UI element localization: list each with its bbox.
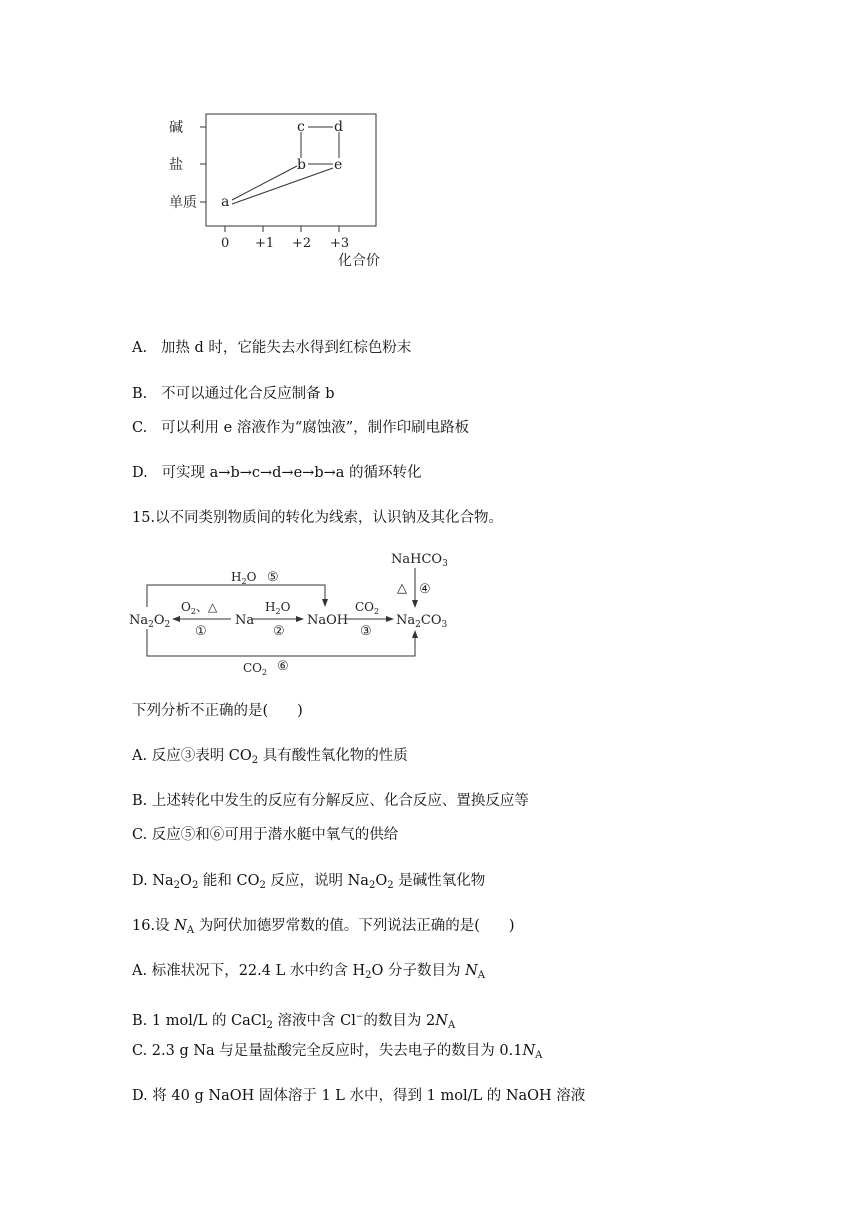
diagram-frame [206, 114, 376, 226]
arrow3-number: ③ [360, 624, 372, 639]
node-a: a [221, 194, 230, 210]
species-na2o2: $Na_2O_2$ [129, 613, 171, 630]
x-tick-2: +2 [292, 236, 312, 251]
arrow1-condition: $O_2$、△ [181, 600, 218, 616]
node-e: e [334, 157, 343, 173]
node-c: c [297, 119, 305, 135]
node-d: d [334, 119, 343, 135]
arrow1-number: ① [195, 624, 207, 639]
arrow6-condition: $CO_2$ [243, 661, 268, 677]
arrow5-number: ⑤ [267, 570, 279, 585]
q15-option-a: A. 反应③表明 $CO_2$ 具有酸性氧化物的性质 [132, 748, 408, 766]
q15-option-c: C. 反应⑤和⑥可用于潜水艇中氧气的供给 [132, 827, 399, 843]
arrow2-condition: $H_2O$ [265, 600, 291, 616]
arrow5-condition: $H_2O$ [231, 570, 257, 586]
q16-option-b: B. 1 mol/L 的 CaCl$_2$ 溶液中含 Cl−的数目为 $2N_A$ [132, 1012, 456, 1031]
x-tick-3: +3 [330, 236, 350, 251]
species-nahco3: NaHCO$_3$ [391, 552, 448, 569]
q16-option-d: D. 将 40 g NaOH 固体溶于 1 L 水中，得到 1 mol/L 的 NaOH 溶液 [132, 1088, 586, 1104]
y-label-element: 单质 [169, 195, 197, 211]
x-tick-0: 0 [221, 236, 230, 251]
species-na2co3: $Na_2CO_3$ [396, 613, 448, 630]
species-na: Na [235, 613, 255, 628]
arrow4-condition: △ [397, 581, 407, 596]
q15-prompt: 下列分析不正确的是( ) [132, 703, 303, 719]
q14-option-c: C. 可以利用 e 溶液作为“腐蚀液”，制作印刷电路板 [132, 420, 470, 436]
q15-stem: 15.以不同类别物质间的转化为线索，认识钠及其化合物。 [132, 510, 504, 526]
y-label-salt: 盐 [169, 157, 183, 173]
valence-class-diagram [160, 100, 400, 275]
q16-option-c: C. 2.3 g Na 与足量盐酸完全反应时，失去电子的数目为 $0.1N_A$ [132, 1043, 543, 1061]
arrow4-number: ④ [419, 582, 431, 597]
node-b: b [297, 157, 306, 173]
x-tick-1: +1 [255, 236, 275, 251]
arrow6-number: ⑥ [277, 659, 289, 674]
q15-option-d: D. $Na_2O_2$ 能和 $CO_2$ 反应，说明 $Na_2O_2$ 是碱性氧化物 [132, 873, 486, 891]
arrow2-number: ② [273, 624, 285, 639]
sodium-transform-diagram [125, 545, 455, 680]
q14-option-b: B. 不可以通过化合反应制备 b [132, 386, 335, 402]
y-label-base: 碱 [169, 120, 183, 136]
q15-option-b: B. 上述转化中发生的反应有分解反应、化合反应、置换反应等 [132, 793, 529, 809]
species-naoh: NaOH [307, 613, 349, 628]
x-axis-title: 化合价 [338, 253, 380, 269]
q14-option-d: D. 可实现 a→b→c→d→e→b→a 的循环转化 [132, 465, 422, 481]
q16-stem: 16.设 $N_A$ 为阿伏加德罗常数的值。下列说法正确的是( ) [132, 918, 515, 936]
arrow3-condition: $CO_2$ [355, 600, 380, 616]
q14-option-a: A. 加热 d 时，它能失去水得到红棕色粉末 [132, 340, 412, 356]
q16-option-a: A. 标准状况下，22.4 L 水中约含 $H_2O$ 分子数目为 $N_A$ [132, 963, 485, 981]
